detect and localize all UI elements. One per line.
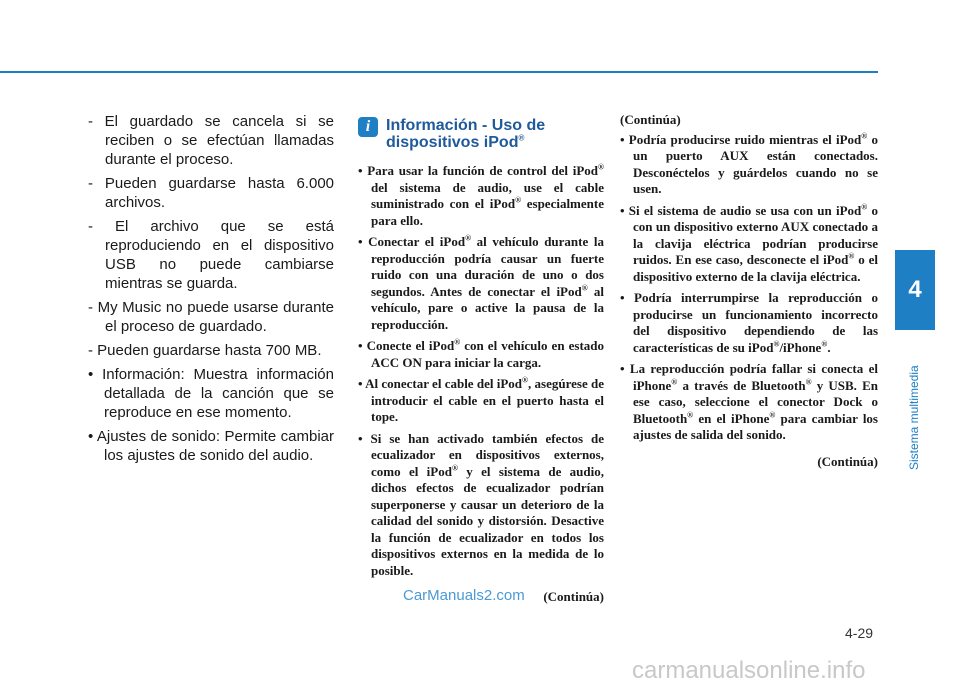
continued-label: (Continúa) bbox=[620, 112, 681, 127]
info-icon: i bbox=[358, 117, 378, 137]
column-middle bbox=[358, 112, 604, 619]
watermark-overlay: CarManuals2.com bbox=[403, 587, 525, 604]
bullet-item: • Conecte el iPod® con el vehículo en estado ACC ON para iniciar la carga. bbox=[358, 337, 604, 370]
page-number: 4-29 bbox=[845, 625, 874, 641]
sub-item: - El guardado se cancela si se reciben o se efectúan llamadas durante el proceso. bbox=[88, 113, 334, 168]
bullet-item: • Ajustes de sonido: Permite cambiar los ajustes de sonido del audio. bbox=[88, 428, 334, 464]
bullet-item: • Si el sistema de audio se usa con un iPod® o con un dispositivo externo AUX conectado a la clavija eléctrica podrían producirse ruidos. En ese caso, desconecte el iPod® o el dispositivo externo de la clavija eléctrica. bbox=[620, 202, 879, 284]
column-right bbox=[620, 112, 878, 483]
sub-item: - Pueden guardarse hasta 6.000 archivos. bbox=[88, 175, 334, 211]
bullet-item: • Información: Muestra información detallada de la canción que se reproduce en ese momento. bbox=[88, 366, 334, 421]
watermark-footer: carmanualsonline.info bbox=[632, 657, 866, 684]
continues-label: (Continúa) bbox=[817, 453, 878, 469]
sub-item: - My Music no puede usarse durante el proceso de guardado. bbox=[88, 299, 334, 335]
sub-item: - El archivo que se está reproduciendo en el dispositivo USB no puede cambiarse mientras se guarda. bbox=[88, 218, 334, 292]
sub-item: - Pueden guardarse hasta 700 MB. bbox=[88, 342, 322, 359]
chapter-tab: 4 bbox=[895, 250, 935, 330]
continues-label: (Continúa) bbox=[543, 589, 604, 604]
bullet-item: • Podría producirse ruido mientras el iPod® o un puerto AUX están conectados. Desconéctelos y guárdelos cuando no se usen. bbox=[620, 131, 879, 196]
bullet-item: • Podría interrumpirse la reproducción o producirse un funcionamiento incorrecto del dispositivo dependiendo de las características de su iPod®/iPhone®. bbox=[620, 290, 878, 355]
bullet-item: • Conectar el iPod® al vehículo durante la reproducción podría causar un fuerte ruido con una duración de uno o dos segundos. Antes de conectar el iPod® al vehículo, pare o active la pausa de la reproducción. bbox=[358, 233, 604, 332]
info-heading bbox=[358, 117, 604, 151]
header-rule bbox=[0, 71, 878, 73]
heading-text: Información - Uso de dispositivos iPod® bbox=[386, 117, 546, 151]
bullet-item: • Al conectar el cable del iPod®, asegúrese de introducir el cable en el puerto hasta el tope. bbox=[358, 375, 604, 424]
column-left bbox=[88, 112, 334, 470]
bullet-item: • La reproducción podría fallar si conecta el iPhone® a través de Bluetooth® y USB. En ese caso, seleccione el conector Dock o Bluetooth® en el iPhone® para cambiar los ajustes de salida del sonido. bbox=[620, 361, 878, 442]
bullet-item: • Si se han activado también efectos de ecualizador en dispositivos externos, como el iPod® y el sistema de audio, dichos efectos de ecualizador podrían superponerse y causar un deterioro de la calidad del sonido y distorsión. Desactive la función de ecualizador en todos los dispositivos externos en la medida de lo posible. bbox=[358, 430, 604, 578]
bullet-item: • Para usar la función de control del iPod® del sistema de audio, use el cable suministrado con el iPod® especialmente para ello. bbox=[358, 162, 604, 228]
chapter-label: Sistema multimedia bbox=[907, 365, 921, 470]
